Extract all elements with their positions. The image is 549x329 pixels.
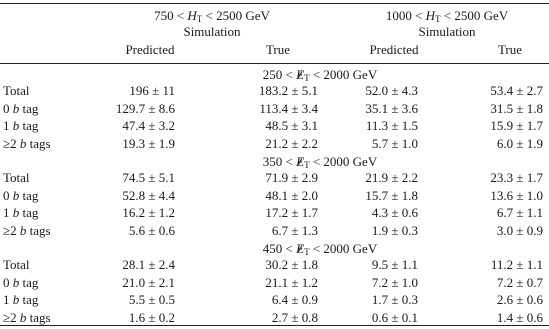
row-label-count: 1 — [3, 205, 10, 220]
met-subscript: T — [304, 160, 310, 170]
table-cell: 7.2 ± 1.0 — [371, 274, 418, 290]
table-cell: 6.0 ± 1.9 — [496, 135, 543, 151]
row-label-tag: tag — [22, 274, 39, 290]
section-title-prefix: 350 < — [262, 154, 293, 169]
group-header-2: $1000 < H_T < 2500$ GeV — [385, 8, 509, 24]
table-cell: 48.1 ± 2.0 — [265, 187, 318, 203]
group-subtitle-1: Simulation — [183, 24, 241, 39]
table-cell: 1.4 ± 0.6 — [496, 309, 543, 325]
row-label — [3, 205, 38, 220]
table-cell: 11.3 ± 1.5 — [365, 118, 418, 133]
table-cell: 2.6 ± 0.6 — [496, 292, 543, 307]
row-label: Total — [3, 83, 30, 98]
table-cell: 21.1 ± 1.2 — [265, 274, 318, 290]
row-label-tag: tags — [29, 222, 51, 238]
row-label-count: ≥2 — [3, 135, 17, 151]
table-cell: 52.8 ± 4.4 — [122, 187, 175, 203]
section-title-suffix: < 2000 GeV — [312, 67, 378, 82]
row-label-count: 0 — [3, 100, 10, 116]
row-label — [3, 101, 38, 116]
table-cell: 11.2 ± 1.1 — [490, 257, 543, 272]
row-label-tag: tags — [29, 309, 51, 325]
row-label — [3, 136, 51, 151]
row-label — [3, 275, 38, 290]
table-cell: 5.6 ± 0.6 — [128, 222, 175, 238]
section-title-suffix: < 2000 GeV — [312, 154, 378, 169]
row-label — [3, 118, 38, 133]
table-cell: 129.7 ± 8.6 — [115, 100, 175, 116]
table-cell: 16.2 ± 1.2 — [122, 205, 175, 220]
group-header-1: $750 < H_T < 2500$ GeV — [154, 8, 270, 24]
table-cell: 31.5 ± 1.8 — [490, 100, 543, 116]
row-label-tag: tag — [22, 187, 39, 203]
row-label-tag: tag — [22, 100, 39, 116]
table-cell: 6.7 ± 1.1 — [496, 205, 543, 220]
table-cell: 19.3 ± 1.9 — [122, 135, 175, 151]
table-cell: 1.9 ± 0.3 — [371, 222, 418, 238]
table-cell: 23.3 ± 1.7 — [490, 170, 543, 185]
table-cell: 47.4 ± 3.2 — [122, 118, 175, 133]
met-subscript: T — [304, 247, 310, 257]
table-cell: 21.9 ± 2.2 — [365, 170, 418, 185]
table-cell: 53.4 ± 2.7 — [490, 83, 543, 98]
met-subscript: T — [304, 73, 310, 83]
table-cell: 30.2 ± 1.8 — [265, 257, 318, 272]
met-symbol: E — [296, 241, 305, 256]
row-label — [3, 292, 38, 307]
table-cell: 3.0 ± 0.9 — [496, 222, 543, 238]
met-symbol: E — [296, 154, 305, 169]
table-cell: 35.1 ± 3.6 — [365, 100, 418, 116]
table-cell: 5.5 ± 0.5 — [128, 292, 175, 307]
row-label-count: 1 — [3, 118, 10, 133]
table-cell: 17.2 ± 1.7 — [265, 205, 318, 220]
row-label-b: b — [12, 205, 20, 220]
row-label-count: 0 — [3, 187, 10, 203]
table-cell: 28.1 ± 2.4 — [122, 257, 175, 272]
table-cell: 52.0 ± 4.3 — [365, 83, 418, 98]
row-label-b: b — [12, 292, 20, 307]
row-label-tag: tag — [22, 205, 39, 220]
bottom-rule — [0, 325, 549, 326]
table-cell: 113.4 ± 3.4 — [259, 100, 318, 116]
table-cell: 4.3 ± 0.6 — [371, 205, 418, 220]
table-cell: 15.9 ± 1.7 — [490, 118, 543, 133]
section-title-prefix: 450 < — [262, 241, 293, 256]
row-label-count: 0 — [3, 274, 10, 290]
row-label — [3, 188, 38, 203]
row-label-b: b — [12, 274, 20, 290]
table-cell: 71.9 ± 2.9 — [265, 170, 318, 185]
row-label-tag: tag — [22, 292, 39, 307]
row-label-b: b — [12, 100, 20, 116]
row-label-tag: tags — [29, 135, 51, 151]
row-label — [3, 310, 51, 325]
table-cell: 1.7 ± 0.3 — [371, 292, 418, 307]
table-cell: 6.7 ± 1.3 — [271, 222, 318, 238]
table-cell: 15.7 ± 1.8 — [365, 187, 418, 203]
row-label-b: b — [12, 187, 20, 203]
row-label-b: b — [19, 135, 27, 151]
row-label-b: b — [19, 222, 27, 238]
row-label-b: b — [12, 118, 20, 133]
table-cell: 183.2 ± 5.1 — [258, 83, 318, 98]
row-label-count: ≥2 — [3, 309, 17, 325]
row-label — [3, 223, 51, 238]
table-cell: 1.6 ± 0.2 — [128, 309, 175, 325]
row-label-count: 1 — [3, 292, 10, 307]
table-cell: 48.5 ± 3.1 — [265, 118, 318, 133]
section-title-suffix: < 2000 GeV — [312, 241, 378, 256]
top-rule — [0, 3, 549, 4]
table-cell: 13.6 ± 1.0 — [490, 187, 543, 203]
table-cell: 21.2 ± 2.2 — [265, 135, 318, 151]
row-label: Total — [3, 257, 30, 272]
table-cell: 7.2 ± 0.7 — [496, 274, 543, 290]
table-cell: 9.5 ± 1.1 — [371, 257, 418, 272]
table-cell: 2.7 ± 0.8 — [271, 309, 318, 325]
row-label-b: b — [19, 309, 27, 325]
column-header: Predicted — [369, 42, 419, 57]
table-cell: 21.0 ± 2.1 — [122, 274, 175, 290]
group-subtitle-2: Simulation — [418, 24, 476, 39]
table-cell: 6.4 ± 0.9 — [271, 292, 318, 307]
table-cell: 196 ± 11 — [129, 83, 175, 98]
row-label-tag: tag — [22, 118, 39, 133]
table-cell: 74.5 ± 5.1 — [122, 170, 175, 185]
table-cell: 5.7 ± 1.0 — [371, 135, 418, 151]
column-header: True — [265, 42, 291, 57]
column-header: True — [497, 42, 523, 57]
met-symbol: E — [296, 67, 305, 82]
row-label: Total — [3, 170, 30, 185]
table-cell: 0.6 ± 0.1 — [371, 309, 418, 325]
header-rule — [0, 63, 549, 64]
section-title-prefix: 250 < — [262, 67, 293, 82]
row-label-count: ≥2 — [3, 222, 17, 238]
column-header: Predicted — [125, 42, 175, 57]
